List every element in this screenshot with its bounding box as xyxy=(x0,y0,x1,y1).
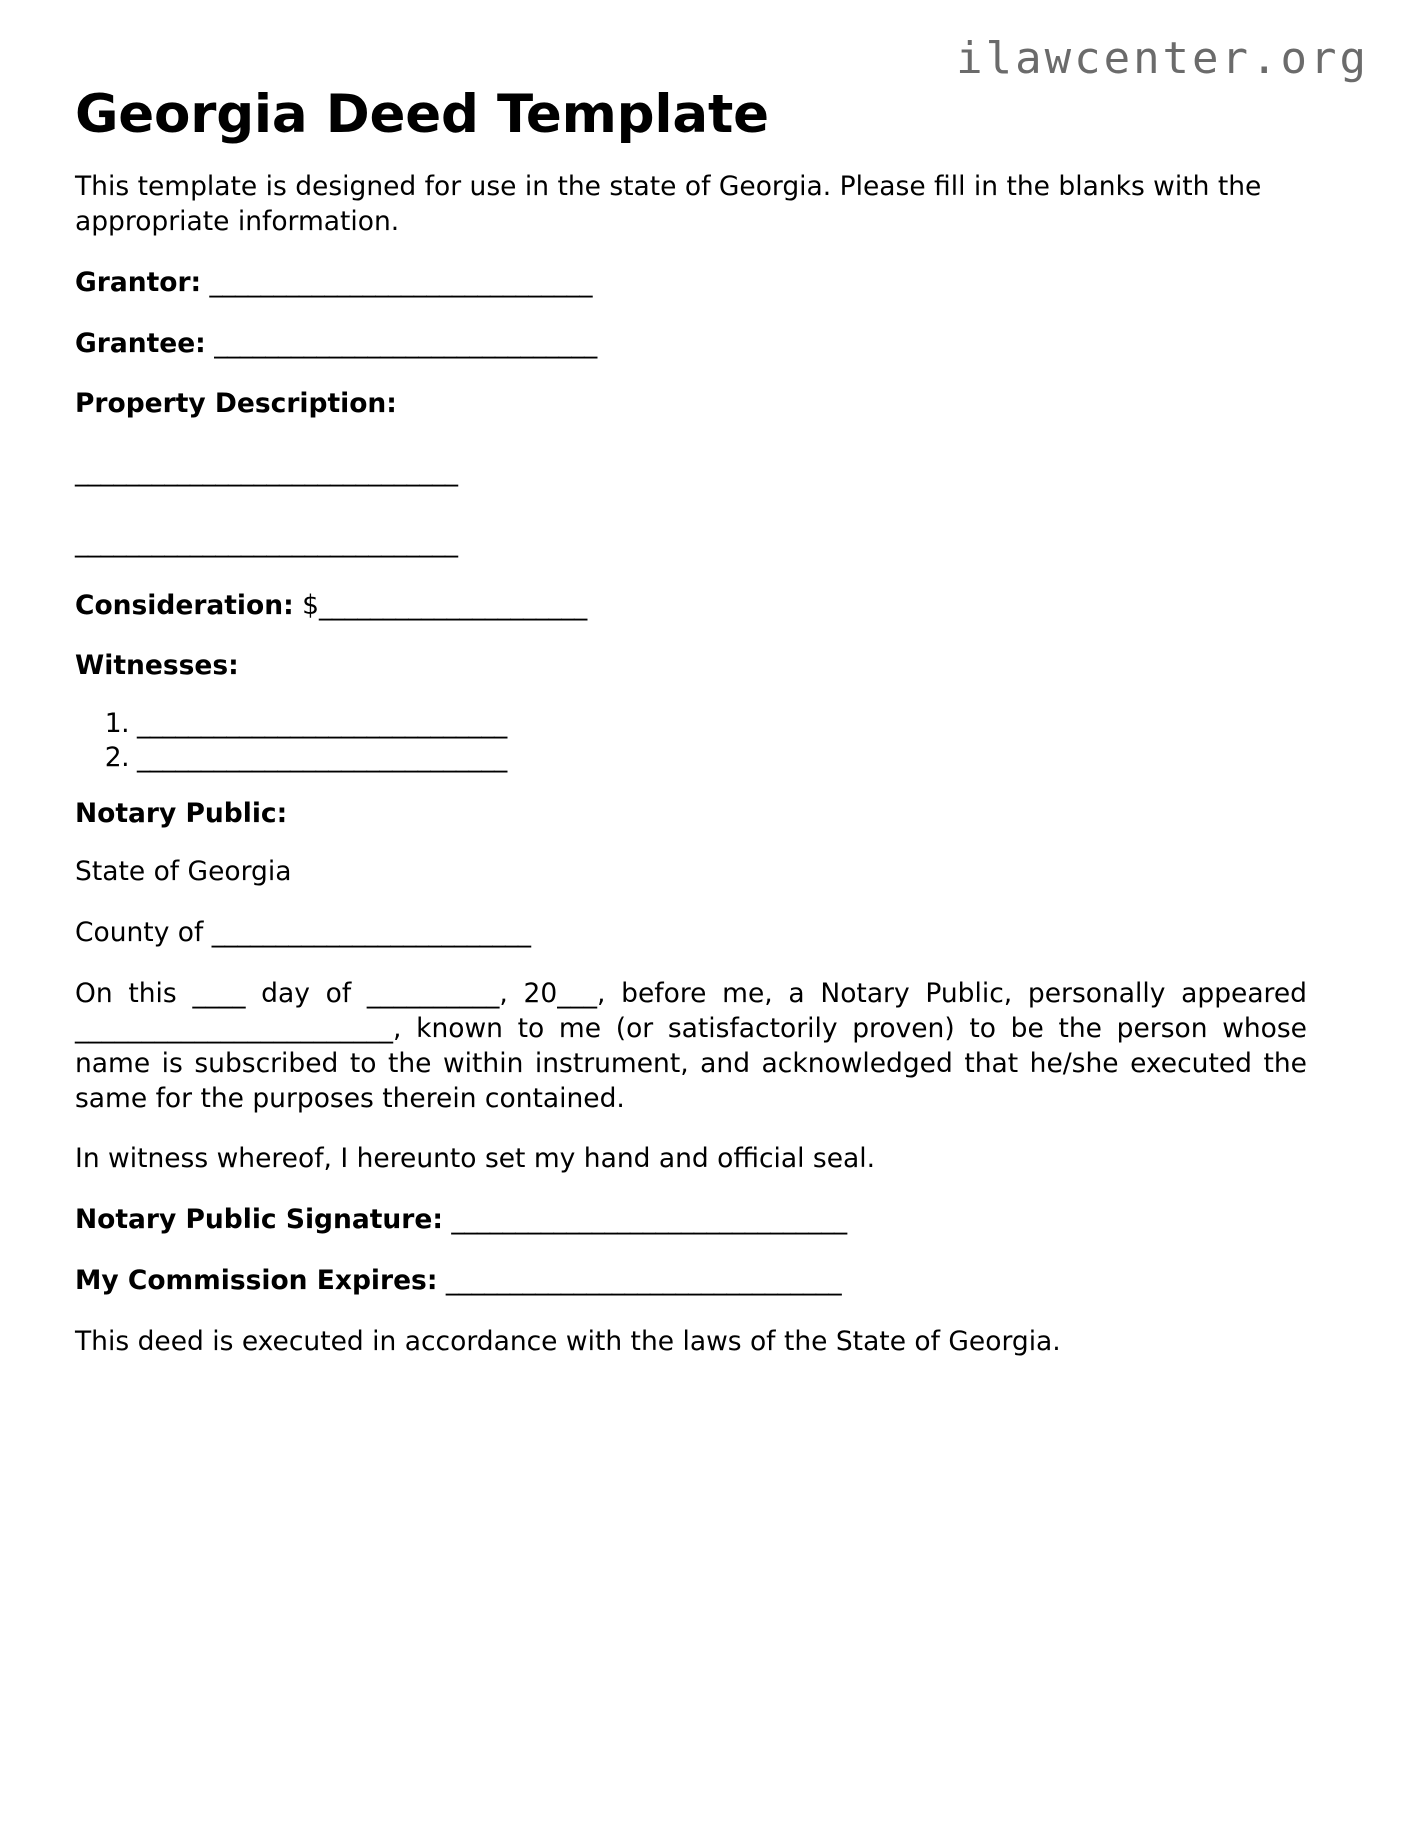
commission-expires-blank[interactable]: _______________________________ xyxy=(445,1265,842,1297)
intro-paragraph: This template is designed for use in the state of Georgia. Please fill in the blanks with the appropriate information. xyxy=(75,171,1262,237)
consideration-label: Consideration: xyxy=(75,589,294,621)
site-watermark: ilawcenter.org xyxy=(956,33,1369,84)
witness-list xyxy=(75,707,1307,776)
notary-signature-row xyxy=(75,1203,1307,1238)
consideration-currency-symbol: $ xyxy=(302,589,320,621)
list-item[interactable]: 2. _____________________________ xyxy=(137,741,1307,775)
commission-expires-label: My Commission Expires: xyxy=(75,1265,438,1297)
property-description-blank-1[interactable]: ______________________________ xyxy=(75,455,458,487)
page-title: Georgia Deed Template xyxy=(75,84,769,145)
witnesses-label: Witnesses: xyxy=(75,649,239,681)
notary-signature-blank[interactable]: _______________________________ xyxy=(451,1204,847,1236)
property-description-label: Property Description: xyxy=(75,387,397,419)
witness-whereof-paragraph: In witness whereof, I hereunto set my hand and official seal. xyxy=(75,1143,876,1175)
county-blank[interactable]: _________________________ xyxy=(211,916,531,948)
grantor-label: Grantor: xyxy=(75,266,202,298)
grantee-field-row xyxy=(75,327,1307,362)
list-item[interactable]: 1. _____________________________ xyxy=(137,707,1307,741)
grantor-blank[interactable]: ______________________________ xyxy=(209,266,593,298)
consideration-field-row xyxy=(75,589,1307,624)
county-label: County of xyxy=(75,916,204,948)
notary-public-label: Notary Public: xyxy=(75,797,288,829)
grantor-field-row xyxy=(75,266,1307,301)
notary-signature-label: Notary Public Signature: xyxy=(75,1204,443,1236)
commission-expires-row xyxy=(75,1264,1307,1299)
document-body xyxy=(75,170,1307,1386)
county-field-row xyxy=(75,916,1307,951)
state-line: State of Georgia xyxy=(75,855,292,887)
property-description-blank-2[interactable]: ______________________________ xyxy=(75,526,458,558)
acknowledgment-paragraph: On this ____ day of __________, 20___, before me, a Notary Public, personally appeared ________________________, known to me (or satisfactorily proven) to be the person whose name is subscribed to the within instrument, and acknowledged that he/she executed the same for the purposes therein contained. xyxy=(75,977,1307,1114)
consideration-blank[interactable]: _____________________ xyxy=(319,589,587,621)
grantee-blank[interactable]: ______________________________ xyxy=(214,327,597,359)
closing-statement: This deed is executed in accordance with the laws of the State of Georgia. xyxy=(75,1326,1061,1358)
grantee-label: Grantee: xyxy=(75,327,206,359)
